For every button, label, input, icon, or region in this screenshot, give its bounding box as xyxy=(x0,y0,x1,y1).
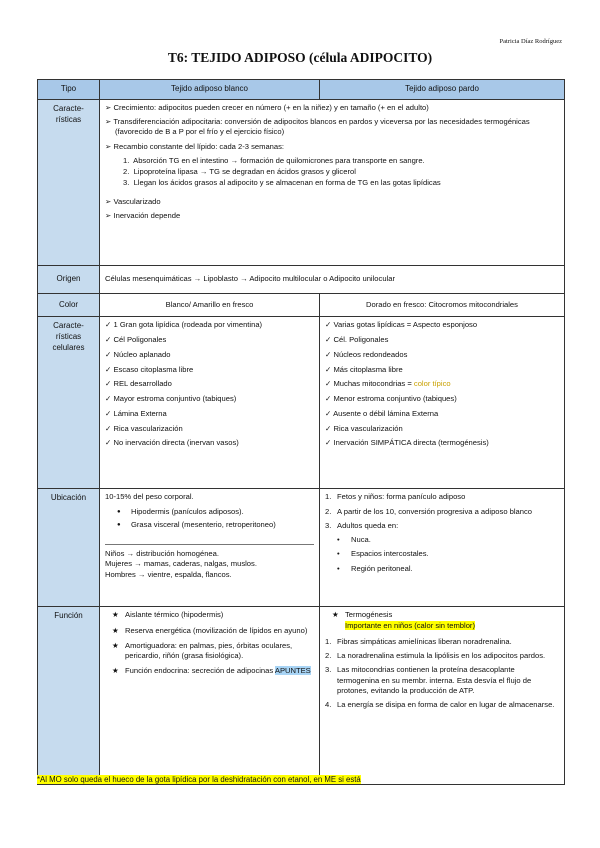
list-item: ✓ Lámina Externa xyxy=(105,409,314,419)
list-item xyxy=(325,520,559,531)
step-text: Llegan los ácidos grasos al adipocito y se almacenan en forma de TG en las gotas lipídicas xyxy=(133,178,441,188)
item-number: 3. xyxy=(325,665,332,675)
label-ubicacion: Ubicación xyxy=(38,489,100,607)
dist-line: Mujeres → mamas, caderas, nalgas, muslos. xyxy=(105,559,257,569)
importante-note: Importante en niños (calor sin temblor) xyxy=(345,620,475,630)
list-item xyxy=(325,636,559,647)
page-title: T6: TEJIDO ADIPOSO (célula ADIPOCITO) xyxy=(167,50,433,65)
list-item: ✓ Cél. Poligonales xyxy=(325,335,559,345)
label-caracteristicas: Caracte- rísticas xyxy=(38,99,100,265)
apuntes-tag: APUNTES xyxy=(274,666,311,676)
list-item: ✓ Núcleo aplanado xyxy=(105,350,314,360)
list-item: ✓ Ausente o débil lámina Externa xyxy=(325,409,559,419)
list-item xyxy=(125,666,314,676)
item-text: La noradrenalina estimula la lipólisis en los adipocitos pardos. xyxy=(337,651,546,661)
list-item xyxy=(325,492,559,502)
list-item xyxy=(325,665,559,696)
list-item: 3. Llegan los ácidos grasos al adipocito y se almacenan en forma de TG en las gotas lipídicas xyxy=(123,178,441,188)
list-item: ✓ Escaso citoplasma libre xyxy=(105,365,314,375)
list-item xyxy=(325,700,559,710)
list-item: ★ Aislante térmico (hipodermis) xyxy=(125,610,314,620)
item-number: 4. xyxy=(325,700,332,710)
list-item: ✓ Menor estroma conjuntivo (tabiques) xyxy=(325,394,559,404)
label-celulares: Caracte- rísticas celulares xyxy=(38,317,100,489)
list-item: ✓ Rica vascularización xyxy=(105,424,314,434)
divider xyxy=(105,544,314,545)
list-item: • Región peritoneal. xyxy=(351,564,559,574)
cell-ubicacion-pardo xyxy=(320,489,565,607)
label-funcion: Función xyxy=(38,607,100,785)
funcion-blanco-list xyxy=(111,610,314,676)
header-tipo: Tipo xyxy=(38,80,100,100)
list-item: • Nuca. xyxy=(351,535,559,545)
footnote: *Al MO solo queda el hueco de la gota lipídica por la deshidratación con etanol, en ME si está xyxy=(37,775,361,784)
list-item xyxy=(325,651,559,661)
celulares-pardo-list xyxy=(325,320,559,448)
ubicacion-blanco-list xyxy=(105,507,314,531)
item-text: A partir de los 10, conversión progresiva a adiposo blanco xyxy=(337,506,533,516)
cell-ubicacion-blanco xyxy=(100,489,320,607)
cell-funcion-pardo xyxy=(320,607,565,785)
dist-line: Hombres → vientre, espalda, flancos. xyxy=(105,569,232,579)
list-item: ➢ Inervación depende xyxy=(105,211,559,221)
row-color xyxy=(38,293,565,317)
list-item: ➢ Vascularizado xyxy=(105,197,559,207)
label-color: Color xyxy=(38,293,100,317)
item-number: 1. xyxy=(325,492,332,502)
step-text: Lipoproteína lipasa → TG se degradan en ácidos grasos y glicerol xyxy=(133,167,356,177)
ubicacion-intro: 10-15% del peso corporal. xyxy=(105,492,194,502)
row-funcion xyxy=(38,607,565,785)
list-item: 1. Absorción TG en el intestino → formación de quilomicrones para transporte en sangre. xyxy=(123,155,425,165)
caract-list-2 xyxy=(105,197,559,222)
celulares-blanco-list xyxy=(105,320,314,448)
item-text: Fibras simpáticas amielínicas liberan noradrenalina. xyxy=(337,636,512,646)
cell-color-blanco: Blanco/ Amarillo en fresco xyxy=(100,293,320,317)
header-blanco: Tejido adiposo blanco xyxy=(100,80,320,100)
color-tipico-text: color típico xyxy=(413,379,451,389)
header-row xyxy=(38,80,565,100)
list-item xyxy=(345,610,559,631)
item-text: La energía se disipa en forma de calor en lugar de almacenarse. xyxy=(337,700,555,710)
list-item: ➢ Crecimiento: adipocitos pueden crecer en número (+ en la niñez) y en tamaño (+ en el adulto) xyxy=(105,103,559,113)
item-number: 2. xyxy=(325,506,332,516)
funcion-pardo-list xyxy=(325,637,559,711)
list-item: ✓ Rica vascularización xyxy=(325,424,559,434)
list-item: ✓ 1 Gran gota lipídica (rodeada por vimentina) xyxy=(105,320,314,330)
list-item: ✓ REL desarrollado xyxy=(105,379,314,389)
list-item: • Espacios intercostales. xyxy=(351,549,559,559)
list-item: ✓ Varias gotas lipídicas = Aspecto esponjoso xyxy=(325,320,559,330)
item-text: Adultos queda en: xyxy=(337,520,399,530)
list-item: ✓ Núcleos redondeados xyxy=(325,350,559,360)
item-text: Las mitocondrias contienen la proteína desacoplante termogenina en su membr. interna. Esta desvía el flujo de protones, evitando la producción de ATP. xyxy=(337,665,532,695)
list-item: ● Grasa visceral (mesenterio, retroperitoneo) xyxy=(131,520,314,530)
dist-line: Niños → distribución homogénea. xyxy=(105,549,219,559)
list-item: ✓ Más citoplasma libre xyxy=(325,365,559,375)
list-item: ✓ Cél Poligonales xyxy=(105,335,314,345)
author-name: Patricia Díaz Rodríguez xyxy=(499,38,562,45)
row-celulares xyxy=(38,317,565,489)
item-number: 3. xyxy=(325,520,332,530)
label-origen: Origen xyxy=(38,265,100,293)
adipose-table xyxy=(37,79,565,785)
cell-celulares-blanco xyxy=(100,317,320,489)
item-text: Fetos y niños: forma panículo adiposo xyxy=(337,492,466,502)
item-number: 1. xyxy=(325,636,332,646)
cell-color-pardo: Dorado en fresco: Citocromos mitocondriales xyxy=(320,293,565,317)
ubicacion-pardo-sub xyxy=(325,535,559,574)
cell-celulares-pardo xyxy=(320,317,565,489)
list-item xyxy=(325,506,559,517)
list-item: ➢ Transdiferenciación adipocitaria: conversión de adipocitos blancos en pardos y viceversa por las necesidades termogénicas (favorecido de B a P por el frío y el ejercicio físico) xyxy=(105,117,559,138)
list-item: ✓ Mayor estroma conjuntivo (tabiques) xyxy=(105,394,314,404)
list-item: 2. Lipoproteína lipasa → TG se degradan en ácidos grasos y glicerol xyxy=(123,167,356,177)
list-item: ● Hipodermis (panículos adiposos). xyxy=(131,507,314,517)
funcion-pardo-head xyxy=(331,610,559,631)
list-item: ★ Amortiguadora: en palmas, pies, órbitas oculares, pericardio, riñón (grasa fisiológica). xyxy=(125,641,314,662)
recambio-steps xyxy=(123,156,559,189)
header-pardo: Tejido adiposo pardo xyxy=(320,80,565,100)
caract-list xyxy=(105,103,559,152)
cell-caracteristicas xyxy=(100,99,565,265)
cell-funcion-blanco xyxy=(100,607,320,785)
row-caracteristicas xyxy=(38,99,565,265)
list-item xyxy=(325,379,559,389)
item-text: Muchas mitocondrias = xyxy=(333,379,414,389)
list-item: ★ Reserva energética (movilización de lípidos en ayuno) xyxy=(125,626,314,636)
row-origen xyxy=(38,265,565,293)
row-ubicacion xyxy=(38,489,565,607)
list-item: ➢ Recambio constante del lípido: cada 2-3 semanas: xyxy=(105,142,559,152)
list-item: ✓ Inervación SIMPÁTICA directa (termogénesis) xyxy=(325,438,559,448)
cell-origen: Células mesenquimáticas → Lipoblasto → Adipocito multilocular o Adipocito unilocular xyxy=(100,265,565,293)
list-item: ✓ No inervación directa (inervan vasos) xyxy=(105,438,314,448)
item-number: 2. xyxy=(325,651,332,661)
termogenesis-title: Termogénesis xyxy=(345,610,393,620)
ubicacion-pardo-list xyxy=(325,492,559,531)
item-text: Función endocrina: secreción de adipocinas xyxy=(125,666,275,676)
step-text: Absorción TG en el intestino → formación de quilomicrones para transporte en sangre. xyxy=(133,155,425,165)
